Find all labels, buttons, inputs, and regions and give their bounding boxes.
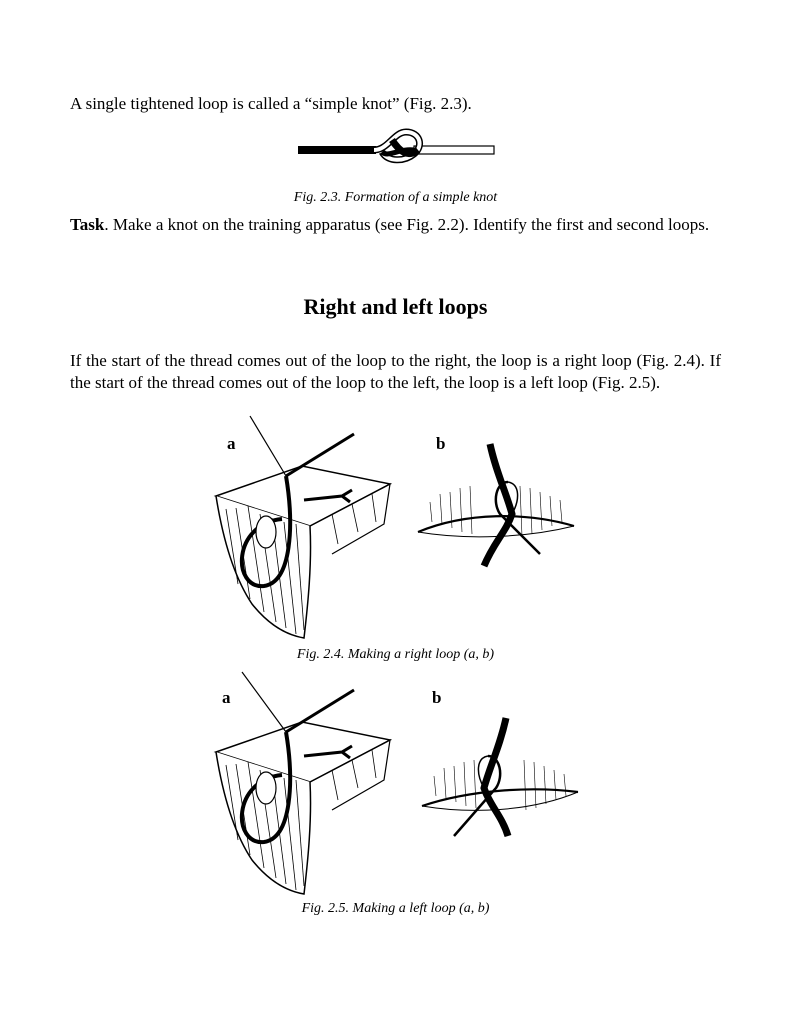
task-text: . Make a knot on the training apparatus (see Fig. 2.2). Identify the first and second loops. <box>104 215 710 234</box>
fig-2-5-caption: Fig. 2.5. Making a left loop (a, b) <box>301 901 490 916</box>
paragraph-right-left-loops: If the start of the thread comes out of the loop to the right, the loop is a right loop (Fig. 2.4). If the start of the thread comes out of the loop to the left, the loop is a left loop (Fig. 2.5). <box>70 351 721 392</box>
section-heading: Right and left loops <box>303 294 488 319</box>
task-paragraph <box>70 214 721 236</box>
fig-2-4-caption: Fig. 2.4. Making a right loop (a, b) <box>296 647 495 662</box>
task-label: Task <box>70 215 105 234</box>
fig-2-4-a-tissue-illustration <box>212 414 392 639</box>
fig-2-3-caption: Fig. 2.3. Formation of a simple knot <box>293 190 498 205</box>
fig-2-5-a-tissue-illustration <box>212 670 392 895</box>
fig-2-4-label-a: a <box>227 434 236 453</box>
fig-2-5-label-a: a <box>222 688 231 707</box>
fig-2-5-label-b: b <box>432 688 442 707</box>
paragraph-simple-knot: A single tightened loop is called a “simple knot” (Fig. 2.3). <box>70 94 472 113</box>
fig-2-4-b-wound-illustration <box>416 442 576 572</box>
simple-knot-illustration <box>296 128 496 178</box>
fig-2-4-label-b: b <box>436 434 446 453</box>
fig-2-5-b-wound-illustration <box>420 716 580 846</box>
